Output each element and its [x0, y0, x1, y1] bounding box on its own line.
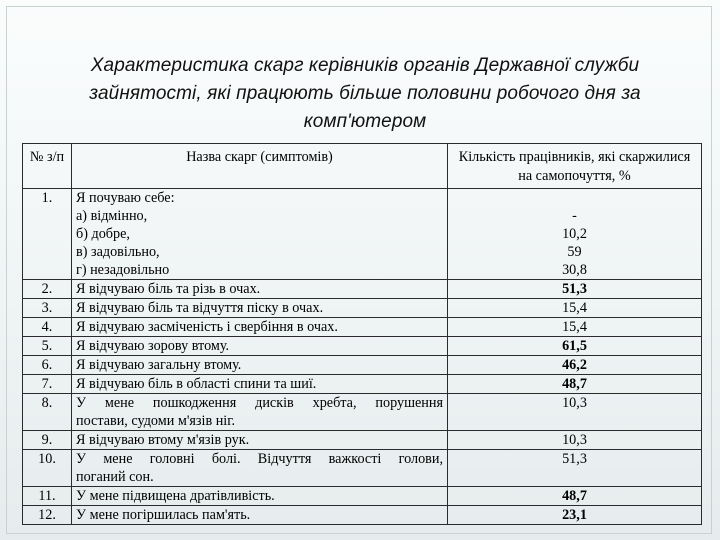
percentage-value: 46,2 [448, 356, 702, 375]
complaint-text: Я почуваю себе: [76, 190, 175, 206]
percentage-value: 15,4 [448, 299, 702, 318]
percentage-value: 61,5 [448, 337, 702, 356]
complaint-text: У мене погіршилась пам'ять. [72, 506, 448, 525]
table-row [23, 318, 702, 337]
percentage-value: 23,1 [448, 506, 702, 525]
row-number: 12. [23, 506, 72, 525]
table-row [23, 506, 702, 525]
complaint-option: б) добре, [76, 226, 130, 242]
complaint-text: Я відчуваю втому м'язів рук. [72, 431, 448, 450]
complaint-text: Я відчуваю засміченість і свербіння в очах. [72, 318, 448, 337]
row-number: 10. [23, 450, 72, 487]
complaint-option: в) задовільно, [76, 244, 160, 260]
row-number: 2. [23, 280, 72, 299]
header-number: № з/п [23, 144, 72, 189]
slide-title: Характеристика скарг керівників органів Державної служби зайнятості, які працюють більше половини робочого дня за комп'ютером [89, 55, 641, 132]
percentage-value: 48,7 [448, 375, 702, 394]
percentage-value: 51,3 [448, 280, 702, 299]
table-row [23, 189, 702, 280]
row-number: 6. [23, 356, 72, 375]
row-number: 1. [41, 190, 53, 206]
table-row [23, 450, 702, 487]
percentage-value: 59 [567, 244, 582, 260]
row-number: 9. [23, 431, 72, 450]
table-row [23, 280, 702, 299]
table-header-row [23, 144, 702, 189]
table-row [23, 487, 702, 506]
row-number: 4. [23, 318, 72, 337]
complaint-text: У мене головні болі. Відчуття важкості голови, [76, 451, 443, 467]
complaints-table [22, 143, 702, 525]
percentage-value: 15,4 [448, 318, 702, 337]
complaint-text: Я відчуваю біль та різь в очах. [72, 280, 448, 299]
percentage-value: 10,3 [448, 431, 702, 450]
complaint-text: постави, судоми м'язів ніг. [76, 413, 236, 429]
percentage-value: 48,7 [448, 487, 702, 506]
row-number: 8. [23, 394, 72, 431]
complaint-text: поганий сон. [76, 469, 154, 485]
complaint-option: а) відмінно, [76, 208, 148, 224]
table-row [23, 356, 702, 375]
percentage-value: - [572, 208, 577, 224]
header-complaint-name: Назва скарг (симптомів) [72, 144, 448, 189]
percentage-value: 30,8 [562, 262, 587, 278]
table-row [23, 337, 702, 356]
row-number: 7. [23, 375, 72, 394]
percentage-value: 51,3 [448, 450, 702, 487]
complaint-option: г) незадовільно [76, 262, 170, 278]
table-row [23, 431, 702, 450]
row-number: 11. [23, 487, 72, 506]
table-row [23, 375, 702, 394]
complaint-text: У мене пошкодження дисків хребта, порушення [76, 395, 443, 411]
header-percentage: Кількість працівників, які скаржилися на самопочуття, % [448, 144, 702, 189]
complaint-text: У мене підвищена дратівливість. [72, 487, 448, 506]
complaint-text: Я відчуваю біль та відчуття піску в очах. [72, 299, 448, 318]
percentage-value [452, 189, 697, 207]
table-row [23, 394, 702, 431]
row-number: 3. [23, 299, 72, 318]
percentage-value: 10,3 [448, 394, 702, 431]
percentage-value: 10,2 [562, 226, 587, 242]
row-number: 5. [23, 337, 72, 356]
complaint-text: Я відчуваю зорову втому. [72, 337, 448, 356]
complaint-text: Я відчуваю біль в області спини та шиї. [72, 375, 448, 394]
table-row [23, 299, 702, 318]
complaint-text: Я відчуваю загальну втому. [72, 356, 448, 375]
